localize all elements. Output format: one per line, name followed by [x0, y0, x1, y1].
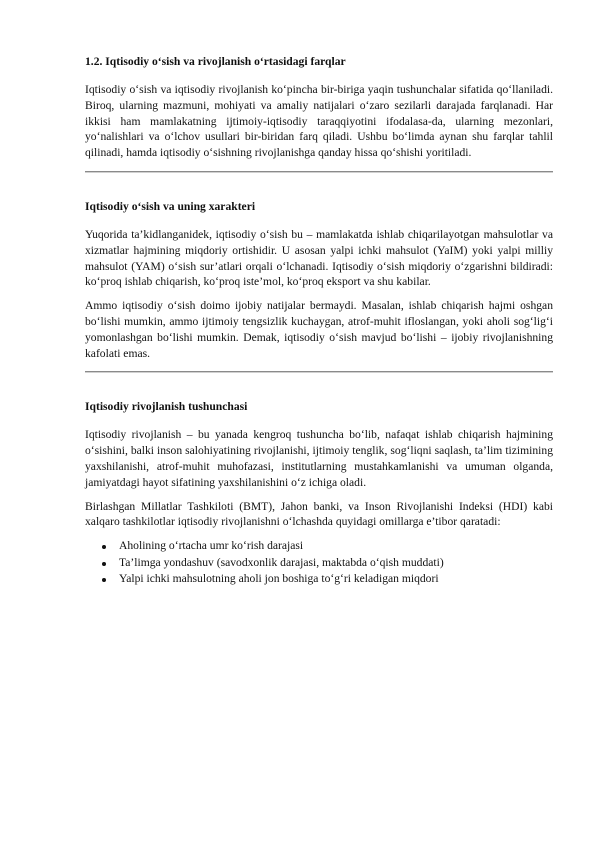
subsection-title-growth: Iqtisodiy o‘sish va uning xarakteri — [85, 199, 256, 213]
development-paragraph-2: Birlashgan Millatlar Tashkiloti (BMT), Jahon banki, va Inson Rivojlanishi Indeksi (HDI) kabi xalqaro tashkilotlar iqtisodiy rivojlanishni o‘lchashda quyidagi omillarga e’tibor qaratadi: — [85, 499, 553, 529]
spacer — [85, 173, 553, 199]
growth-paragraph-2: Ammo iqtisodiy o‘sish doimo ijobiy natijalar bermaydi. Masalan, ishlab chiqarish hajmi oshgan bo‘lishi mumkin, ammo ijtimoiy tengsizlik kuchaygan, atrof-muhit ifloslangan, yoki aholi sog‘lig‘i yomonlashgan bo‘lishi mumkin. Demak, iqtisodiy o‘sish mavjud bo‘lishi – ijobiy rivojlanishning kafolati emas. — [85, 299, 553, 360]
section-title: 1.2. Iqtisodiy o‘sish va rivojlanish o‘rtasidagi farqlar — [85, 55, 346, 68]
growth-paragraph-1: Yuqorida ta’kidlanganidek, iqtisodiy o‘sish bu – mamlakatda ishlab chiqarilayotgan mahsulotlar va xizmatlar hajmining miqdoriy ortishidir. U asosan yalpi ichki mahsulot (YaIM) yoki yalpi milliy mahsulot (YAM) o‘sish sur’atlari orqali o‘lchanadi. Iqtisodiy o‘sish miqdoriy o‘zgarishni bildiradi: ko‘proq ishlab chiqarish, ko‘proq iste’mol, ko‘proq eksport va shu kabilar. — [85, 227, 553, 289]
document-page — [85, 54, 553, 588]
spacer — [85, 373, 553, 399]
indicator-list — [85, 538, 553, 588]
list-item — [85, 538, 553, 555]
list-item — [85, 571, 553, 588]
list-item-text: Ta’limga yondashuv (savodxonlik darajasi, maktabda o‘qish muddati) — [119, 555, 444, 569]
bullet-icon — [102, 578, 106, 582]
list-item-text: Aholining o‘rtacha umr ko‘rish darajasi — [119, 539, 304, 553]
bullet-icon — [102, 545, 106, 549]
list-item-text: Yalpi ichki mahsulotning aholi jon boshiga to‘g‘ri keladigan miqdori — [119, 572, 439, 586]
intro-paragraph: Iqtisodiy o‘sish va iqtisodiy rivojlanish ko‘pincha bir-biriga yaqin tushunchalar sifatida qo‘llaniladi. Biroq, ularning mazmuni, mohiyati va amaliy natijalari o‘zaro sezilarli darajada farqlanadi. Har ikkisi ham mamlakatning ijtimoiy-iqtisodiy taraqqiyotini ifodalasa-da, ularning mezonlari, yo‘nalishlari va o‘lchov usullari bir-biridan farq qiladi. Ushbu bo‘limda aynan shu farqlar tahlil qilinadi, hamda iqtisodiy o‘sishning rivojlanishga qanday hissa qo‘shishi yoritiladi. — [85, 83, 553, 160]
subsection-title-development: Iqtisodiy rivojlanish tushunchasi — [85, 400, 248, 414]
development-paragraph-1: Iqtisodiy rivojlanish – bu yanada kengroq tushuncha bo‘lib, nafaqat ishlab chiqarish hajmining o‘sishini, balki inson salohiyatining rivojlanishi, ijtimoiy tenglik, sog‘liqni saqlash, ta’lim tizimining yaxshilanishi, atrof-muhit muhofazasi, institutlarning mustahkamlanishi va umuman olganda, jamiyatdagi hayot sifatining yaxshilanishini o‘z ichiga oladi. — [85, 428, 553, 489]
bullet-icon — [102, 562, 106, 566]
list-item — [85, 555, 553, 572]
